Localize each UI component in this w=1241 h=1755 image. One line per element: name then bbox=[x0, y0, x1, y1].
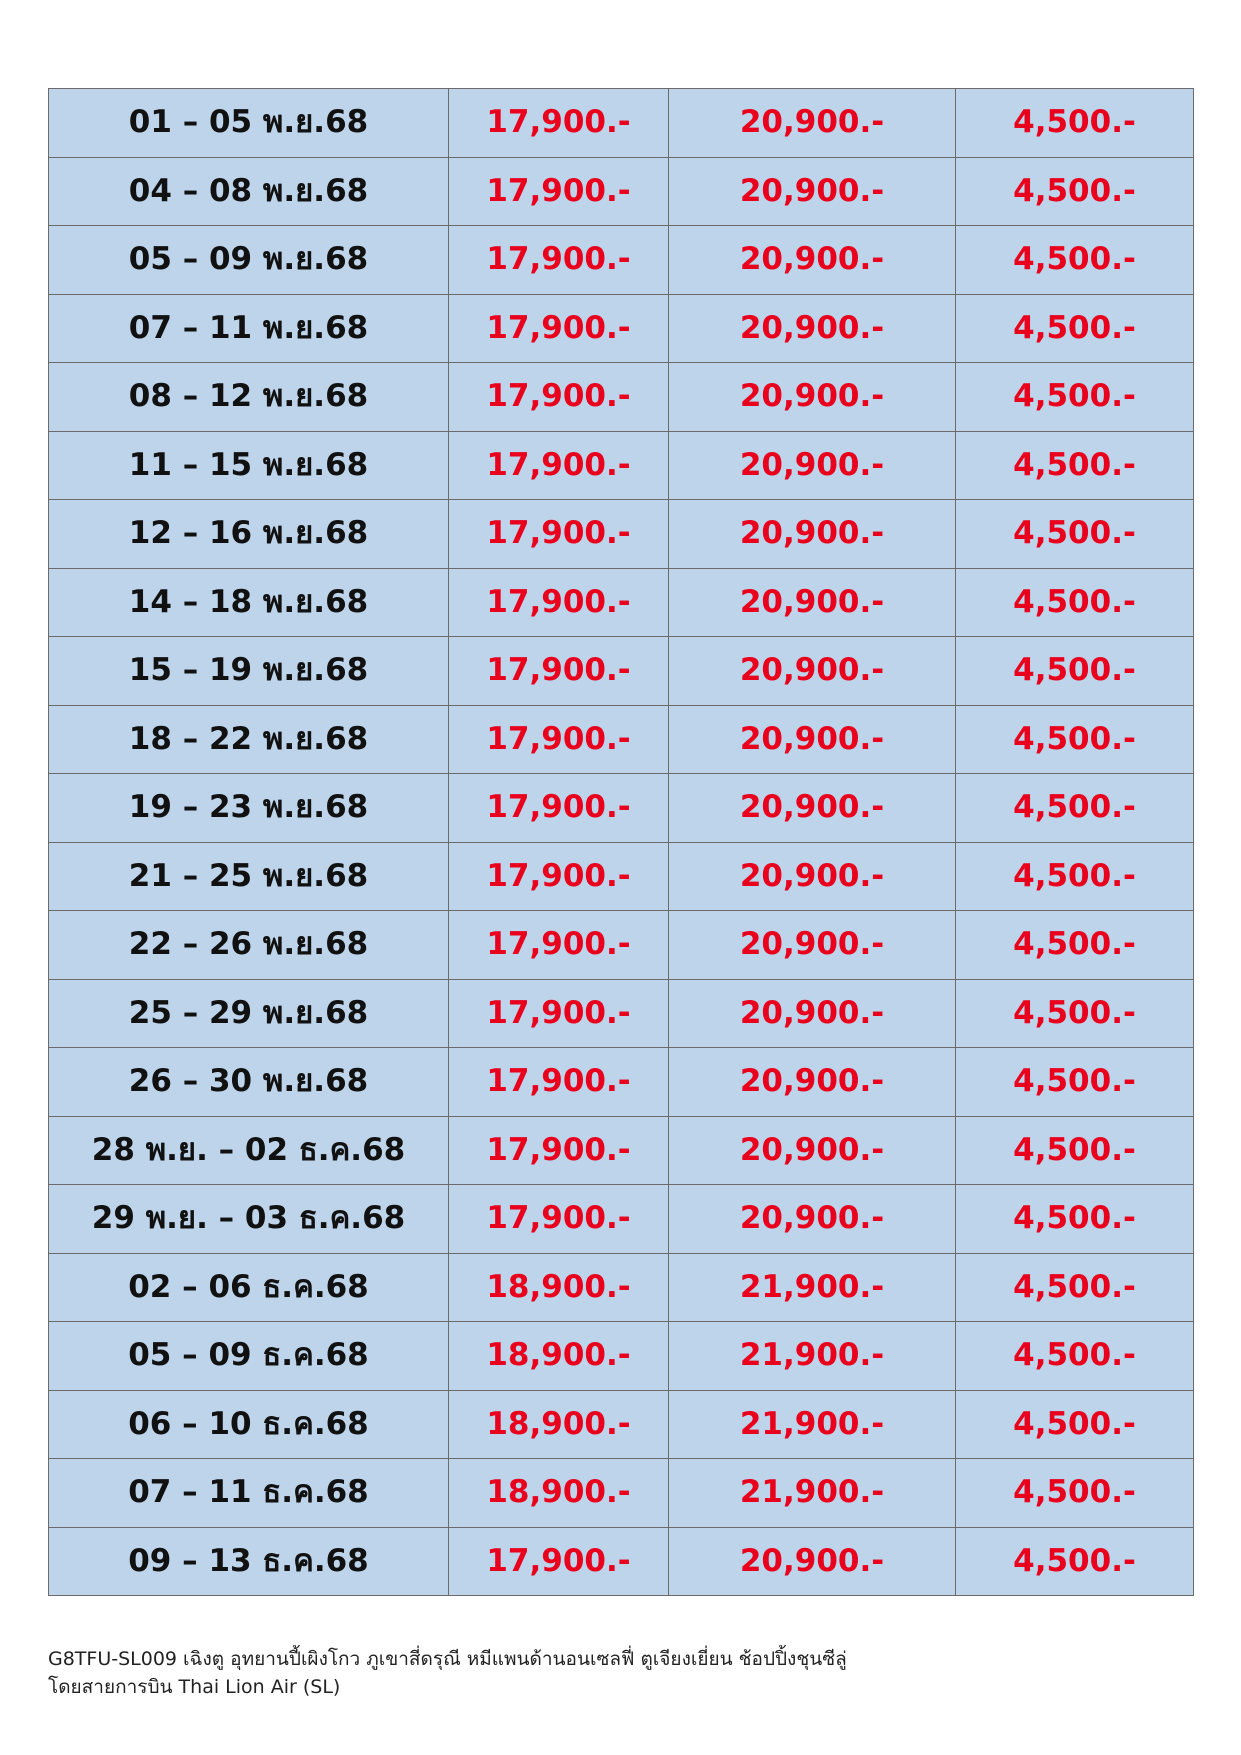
price-b-cell: 20,900.- bbox=[669, 637, 956, 706]
price-a-cell: 17,900.- bbox=[449, 294, 669, 363]
departure-dates-cell: 01 – 05 พ.ย.68 bbox=[49, 89, 449, 158]
price-a-cell: 17,900.- bbox=[449, 911, 669, 980]
departure-dates-cell: 09 – 13 ธ.ค.68 bbox=[49, 1527, 449, 1596]
departure-dates-cell: 14 – 18 พ.ย.68 bbox=[49, 568, 449, 637]
departure-dates-cell: 07 – 11 พ.ย.68 bbox=[49, 294, 449, 363]
table-row bbox=[49, 1322, 1194, 1391]
table-row bbox=[49, 1459, 1194, 1528]
table-row bbox=[49, 363, 1194, 432]
price-c-cell: 4,500.- bbox=[956, 1048, 1194, 1117]
price-c-cell: 4,500.- bbox=[956, 431, 1194, 500]
price-a-cell: 17,900.- bbox=[449, 226, 669, 295]
table-row bbox=[49, 705, 1194, 774]
price-c-cell: 4,500.- bbox=[956, 1322, 1194, 1391]
price-c-cell: 4,500.- bbox=[956, 705, 1194, 774]
departure-dates-cell: 19 – 23 พ.ย.68 bbox=[49, 774, 449, 843]
price-b-cell: 20,900.- bbox=[669, 842, 956, 911]
price-a-cell: 17,900.- bbox=[449, 842, 669, 911]
price-c-cell: 4,500.- bbox=[956, 1116, 1194, 1185]
table-row bbox=[49, 568, 1194, 637]
price-b-cell: 21,900.- bbox=[669, 1322, 956, 1391]
tour-description: G8TFU-SL009 เฉิงตู อุทยานปี้เผิงโกว ภูเขาสี่ดรุณี หมีแพนด้านอนเซลฟี่ ตูเจียงเยี่ยน ช้อปปิ้งชุนซีลู่ bbox=[48, 1648, 847, 1670]
table-row bbox=[49, 1185, 1194, 1254]
price-a-cell: 17,900.- bbox=[449, 637, 669, 706]
price-c-cell: 4,500.- bbox=[956, 637, 1194, 706]
price-c-cell: 4,500.- bbox=[956, 1459, 1194, 1528]
price-b-cell: 20,900.- bbox=[669, 1527, 956, 1596]
price-b-cell: 20,900.- bbox=[669, 1185, 956, 1254]
price-c-cell: 4,500.- bbox=[956, 500, 1194, 569]
departure-dates-cell: 28 พ.ย. – 02 ธ.ค.68 bbox=[49, 1116, 449, 1185]
departure-dates-cell: 21 – 25 พ.ย.68 bbox=[49, 842, 449, 911]
departure-dates-cell: 12 – 16 พ.ย.68 bbox=[49, 500, 449, 569]
price-c-cell: 4,500.- bbox=[956, 911, 1194, 980]
table-row bbox=[49, 1527, 1194, 1596]
table-row bbox=[49, 637, 1194, 706]
departure-dates-cell: 15 – 19 พ.ย.68 bbox=[49, 637, 449, 706]
table-row bbox=[49, 979, 1194, 1048]
table-row bbox=[49, 911, 1194, 980]
price-c-cell: 4,500.- bbox=[956, 774, 1194, 843]
price-b-cell: 20,900.- bbox=[669, 294, 956, 363]
price-b-cell: 20,900.- bbox=[669, 568, 956, 637]
price-a-cell: 18,900.- bbox=[449, 1459, 669, 1528]
table-row bbox=[49, 500, 1194, 569]
table-row bbox=[49, 157, 1194, 226]
price-c-cell: 4,500.- bbox=[956, 363, 1194, 432]
price-c-cell: 4,500.- bbox=[956, 157, 1194, 226]
departure-dates-cell: 07 – 11 ธ.ค.68 bbox=[49, 1459, 449, 1528]
departure-dates-cell: 05 – 09 ธ.ค.68 bbox=[49, 1322, 449, 1391]
price-b-cell: 20,900.- bbox=[669, 911, 956, 980]
price-c-cell: 4,500.- bbox=[956, 1185, 1194, 1254]
departure-dates-cell: 29 พ.ย. – 03 ธ.ค.68 bbox=[49, 1185, 449, 1254]
price-a-cell: 17,900.- bbox=[449, 705, 669, 774]
price-b-cell: 20,900.- bbox=[669, 979, 956, 1048]
price-a-cell: 17,900.- bbox=[449, 979, 669, 1048]
departure-dates-cell: 25 – 29 พ.ย.68 bbox=[49, 979, 449, 1048]
table-row bbox=[49, 226, 1194, 295]
table-row bbox=[49, 1390, 1194, 1459]
price-b-cell: 20,900.- bbox=[669, 774, 956, 843]
departure-dates-cell: 11 – 15 พ.ย.68 bbox=[49, 431, 449, 500]
departure-dates-cell: 02 – 06 ธ.ค.68 bbox=[49, 1253, 449, 1322]
price-c-cell: 4,500.- bbox=[956, 842, 1194, 911]
price-a-cell: 17,900.- bbox=[449, 363, 669, 432]
price-b-cell: 20,900.- bbox=[669, 1048, 956, 1117]
airline-note: โดยสายการบิน Thai Lion Air (SL) bbox=[48, 1676, 341, 1698]
price-a-cell: 17,900.- bbox=[449, 1527, 669, 1596]
price-c-cell: 4,500.- bbox=[956, 1527, 1194, 1596]
footer bbox=[48, 1645, 847, 1701]
price-b-cell: 20,900.- bbox=[669, 1116, 956, 1185]
price-b-cell: 20,900.- bbox=[669, 705, 956, 774]
price-table bbox=[48, 88, 1194, 1596]
price-a-cell: 17,900.- bbox=[449, 568, 669, 637]
price-a-cell: 17,900.- bbox=[449, 500, 669, 569]
departure-dates-cell: 26 – 30 พ.ย.68 bbox=[49, 1048, 449, 1117]
price-a-cell: 17,900.- bbox=[449, 1048, 669, 1117]
price-c-cell: 4,500.- bbox=[956, 294, 1194, 363]
price-b-cell: 21,900.- bbox=[669, 1253, 956, 1322]
table-row bbox=[49, 774, 1194, 843]
table-row bbox=[49, 1116, 1194, 1185]
price-b-cell: 20,900.- bbox=[669, 89, 956, 158]
departure-dates-cell: 22 – 26 พ.ย.68 bbox=[49, 911, 449, 980]
price-a-cell: 17,900.- bbox=[449, 157, 669, 226]
price-c-cell: 4,500.- bbox=[956, 1253, 1194, 1322]
price-b-cell: 21,900.- bbox=[669, 1459, 956, 1528]
price-a-cell: 17,900.- bbox=[449, 1185, 669, 1254]
price-a-cell: 17,900.- bbox=[449, 1116, 669, 1185]
price-c-cell: 4,500.- bbox=[956, 226, 1194, 295]
price-b-cell: 21,900.- bbox=[669, 1390, 956, 1459]
table-row bbox=[49, 1048, 1194, 1117]
price-b-cell: 20,900.- bbox=[669, 226, 956, 295]
price-c-cell: 4,500.- bbox=[956, 979, 1194, 1048]
departure-dates-cell: 08 – 12 พ.ย.68 bbox=[49, 363, 449, 432]
departure-dates-cell: 04 – 08 พ.ย.68 bbox=[49, 157, 449, 226]
table-row bbox=[49, 1253, 1194, 1322]
departure-dates-cell: 06 – 10 ธ.ค.68 bbox=[49, 1390, 449, 1459]
price-a-cell: 18,900.- bbox=[449, 1253, 669, 1322]
price-c-cell: 4,500.- bbox=[956, 1390, 1194, 1459]
table-row bbox=[49, 842, 1194, 911]
departure-dates-cell: 18 – 22 พ.ย.68 bbox=[49, 705, 449, 774]
table-row bbox=[49, 89, 1194, 158]
price-a-cell: 17,900.- bbox=[449, 431, 669, 500]
price-a-cell: 17,900.- bbox=[449, 89, 669, 158]
table-row bbox=[49, 431, 1194, 500]
departure-dates-cell: 05 – 09 พ.ย.68 bbox=[49, 226, 449, 295]
price-b-cell: 20,900.- bbox=[669, 157, 956, 226]
table-row bbox=[49, 294, 1194, 363]
price-table-body bbox=[49, 89, 1194, 1596]
price-b-cell: 20,900.- bbox=[669, 363, 956, 432]
price-a-cell: 17,900.- bbox=[449, 774, 669, 843]
price-a-cell: 18,900.- bbox=[449, 1390, 669, 1459]
price-c-cell: 4,500.- bbox=[956, 89, 1194, 158]
price-b-cell: 20,900.- bbox=[669, 431, 956, 500]
price-b-cell: 20,900.- bbox=[669, 500, 956, 569]
price-c-cell: 4,500.- bbox=[956, 568, 1194, 637]
price-a-cell: 18,900.- bbox=[449, 1322, 669, 1391]
